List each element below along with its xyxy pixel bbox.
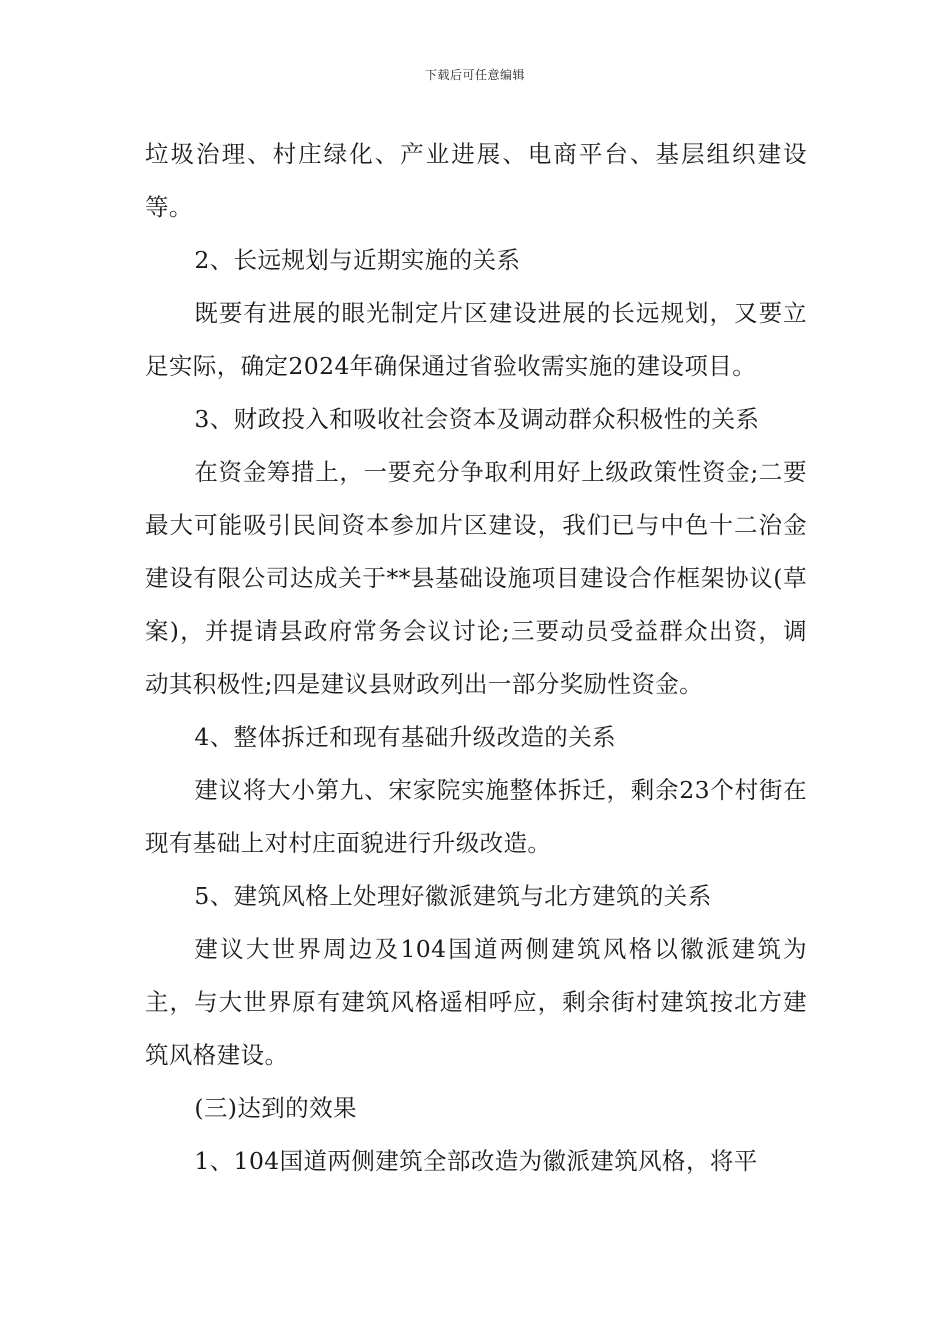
section-heading-3: 3、财政投入和吸收社会资本及调动群众积极性的关系 xyxy=(194,405,760,433)
paragraph-4: 建议将大小第九、宋家院实施整体拆迁，剩余23个村街在现有基础上对村庄面貌进行升级改造。 xyxy=(145,776,807,857)
page-header-note: 下载后可任意编辑 xyxy=(424,68,525,82)
section-heading-4: 4、整体拆迁和现有基础升级改造的关系 xyxy=(194,723,616,751)
document-body xyxy=(145,128,807,1188)
paragraph-6: 1、104国道两侧建筑全部改造为徽派建筑风格，将平 xyxy=(194,1147,758,1175)
paragraph-2: 既要有进展的眼光制定片区建设进展的长远规划，又要立足实际，确定2024年确保通过省验收需实施的建设项目。 xyxy=(145,299,807,380)
paragraph-5: 建议大世界周边及104国道两侧建筑风格以徽派建筑为主，与大世界原有建筑风格遥相呼应，剩余街村建筑按北方建筑风格建设。 xyxy=(145,935,807,1069)
paragraph-1: 垃圾治理、村庄绿化、产业进展、电商平台、基层组织建设等。 xyxy=(145,140,807,221)
section-heading-2: 2、长远规划与近期实施的关系 xyxy=(194,246,521,274)
section-heading-effects: (三)达到的效果 xyxy=(194,1094,357,1122)
section-heading-5: 5、建筑风格上处理好徽派建筑与北方建筑的关系 xyxy=(194,882,712,910)
paragraph-3: 在资金筹措上，一要充分争取利用好上级政策性资金;二要最大可能吸引民间资本参加片区建设，我们已与中色十二治金建设有限公司达成关于**县基础设施项目建设合作框架协议(草案)，并提请县政府常务会议讨论;三要动员受益群众出资，调动其积极性;四是建议县财政列出一部分奖励性资金。 xyxy=(145,458,807,698)
